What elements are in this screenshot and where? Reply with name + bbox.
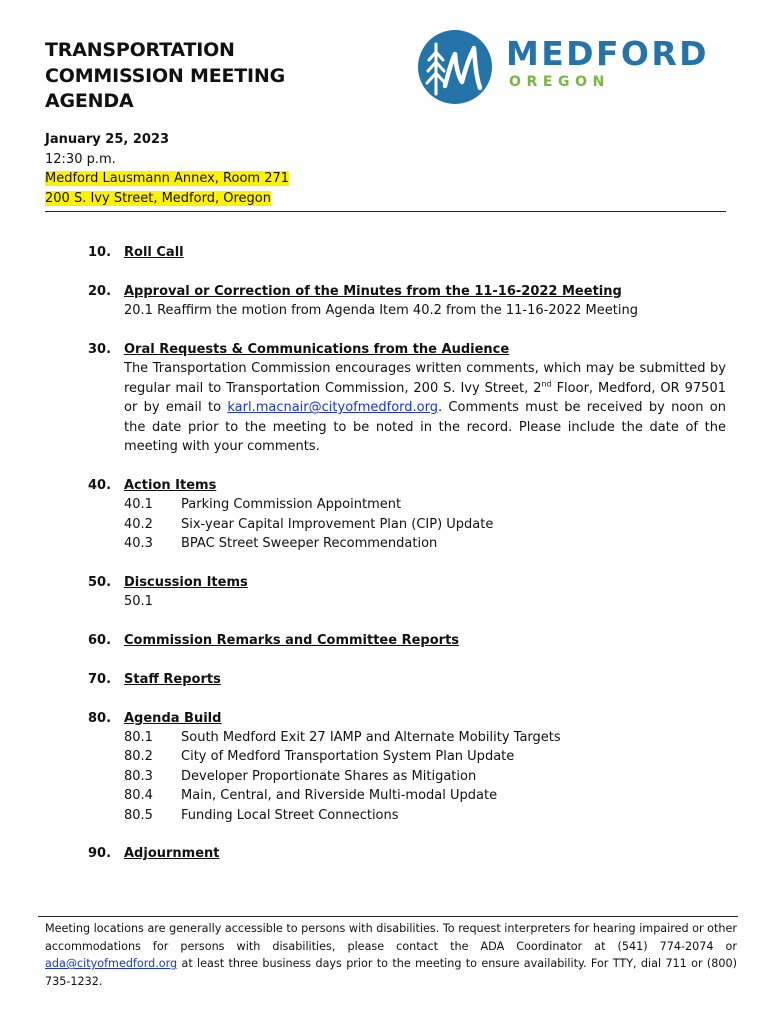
meeting-date: January 25, 2023 <box>45 132 170 147</box>
accessibility-footer: Meeting locations are generally accessible to persons with disabilities. To request interpreters for hearing impaired or other accommodations for persons with disabilities, please contact the ADA Coordinator at (541) 774-2074 or ada@cityofmedford.org at least three business days prior to the meeting to ensure availability. For TTY, dial 711 or (800) 735-1232. <box>45 922 737 988</box>
item-number: 30. <box>88 342 112 357</box>
item-heading: Discussion Items <box>124 574 248 590</box>
item-heading: Commission Remarks and Committee Reports <box>124 633 460 649</box>
item-heading: Staff Reports <box>124 671 221 687</box>
meeting-address: 200 S. Ivy Street, Medford, Oregon <box>45 190 271 206</box>
agenda-item-40 <box>88 476 726 554</box>
sub-item: 20.1 Reaffirm the motion from Agenda Item 40.2 from the 11-16-2022 Meeting <box>124 303 638 319</box>
agenda-item-30 <box>88 340 726 456</box>
sub-item: 40.3 BPAC Street Sweeper Recommendation <box>124 536 438 552</box>
agenda-item-50 <box>88 573 726 612</box>
agenda-item-80 <box>88 709 726 825</box>
medford-logo <box>418 29 738 105</box>
logo-wordmark: MEDFORD <box>506 34 709 73</box>
header-divider <box>45 211 726 212</box>
tree-m-emblem-icon <box>418 30 492 104</box>
item-number: 80. <box>88 710 112 726</box>
agenda-item-10 <box>88 243 726 262</box>
sub-item: 80.4 Main, Central, and Riverside Multi-modal Update <box>124 788 498 804</box>
commission-email-link[interactable]: karl.macnair@cityofmedford.org <box>227 400 438 416</box>
meeting-location: Medford Lausmann Annex, Room 271 <box>45 171 290 186</box>
sub-item: 50.1 <box>124 594 153 610</box>
item-heading: Agenda Build <box>124 710 222 726</box>
item-number: 70. <box>88 671 112 687</box>
title-line-3: AGENDA <box>45 90 134 112</box>
logo-subtitle: OREGON <box>509 74 610 90</box>
item-number: 50. <box>88 574 112 590</box>
sub-item: 80.3 Developer Proportionate Shares as Mitigation <box>124 768 477 784</box>
footer-divider <box>38 916 738 917</box>
item-number: 10. <box>88 245 112 260</box>
agenda-item-60 <box>88 631 726 650</box>
agenda-list <box>88 243 726 883</box>
sub-item: 80.1 South Medford Exit 27 IAMP and Alternate Mobility Targets <box>124 730 561 746</box>
ada-email-link[interactable]: ada@cityofmedford.org <box>45 957 178 971</box>
item-heading: Oral Requests & Communications from the Audience <box>124 342 510 357</box>
item-heading: Action Items <box>124 477 217 493</box>
meeting-time: 12:30 p.m. <box>45 151 116 167</box>
item-number: 90. <box>88 846 112 862</box>
sub-item: 40.1 Parking Commission Appointment <box>124 497 402 513</box>
agenda-item-20 <box>88 282 726 321</box>
page-title <box>45 38 375 115</box>
item-heading: Roll Call <box>124 245 184 260</box>
item-heading: Adjournment <box>124 846 220 862</box>
item-number: 20. <box>88 283 112 299</box>
title-line-1: TRANSPORTATION <box>45 39 235 61</box>
item-heading: Approval or Correction of the Minutes from the 11-16-2022 Meeting <box>124 283 622 299</box>
sub-item: 40.2 Six-year Capital Improvement Plan (CIP) Update <box>124 516 494 532</box>
agenda-item-90 <box>88 844 726 863</box>
comments-paragraph: The Transportation Commission encourages written comments, which may be submitted by regular mail to Transportation Commission, 200 S. Ivy Street, 2nd Floor, Medford, OR 97501 or by email to karl.macnair@cityofmedford.org. Comments must be received by noon on the date prior to the meeting to be noted in the record. Please include the date of the meeting with your comments. <box>124 361 726 455</box>
sub-item: 80.2 City of Medford Transportation System Plan Update <box>124 749 515 765</box>
title-line-2: COMMISSION MEETING <box>45 64 286 87</box>
item-number: 40. <box>88 477 112 493</box>
sub-item: 80.5 Funding Local Street Connections <box>124 807 399 823</box>
agenda-item-70 <box>88 670 726 689</box>
meeting-details <box>45 130 289 208</box>
item-number: 60. <box>88 633 112 649</box>
